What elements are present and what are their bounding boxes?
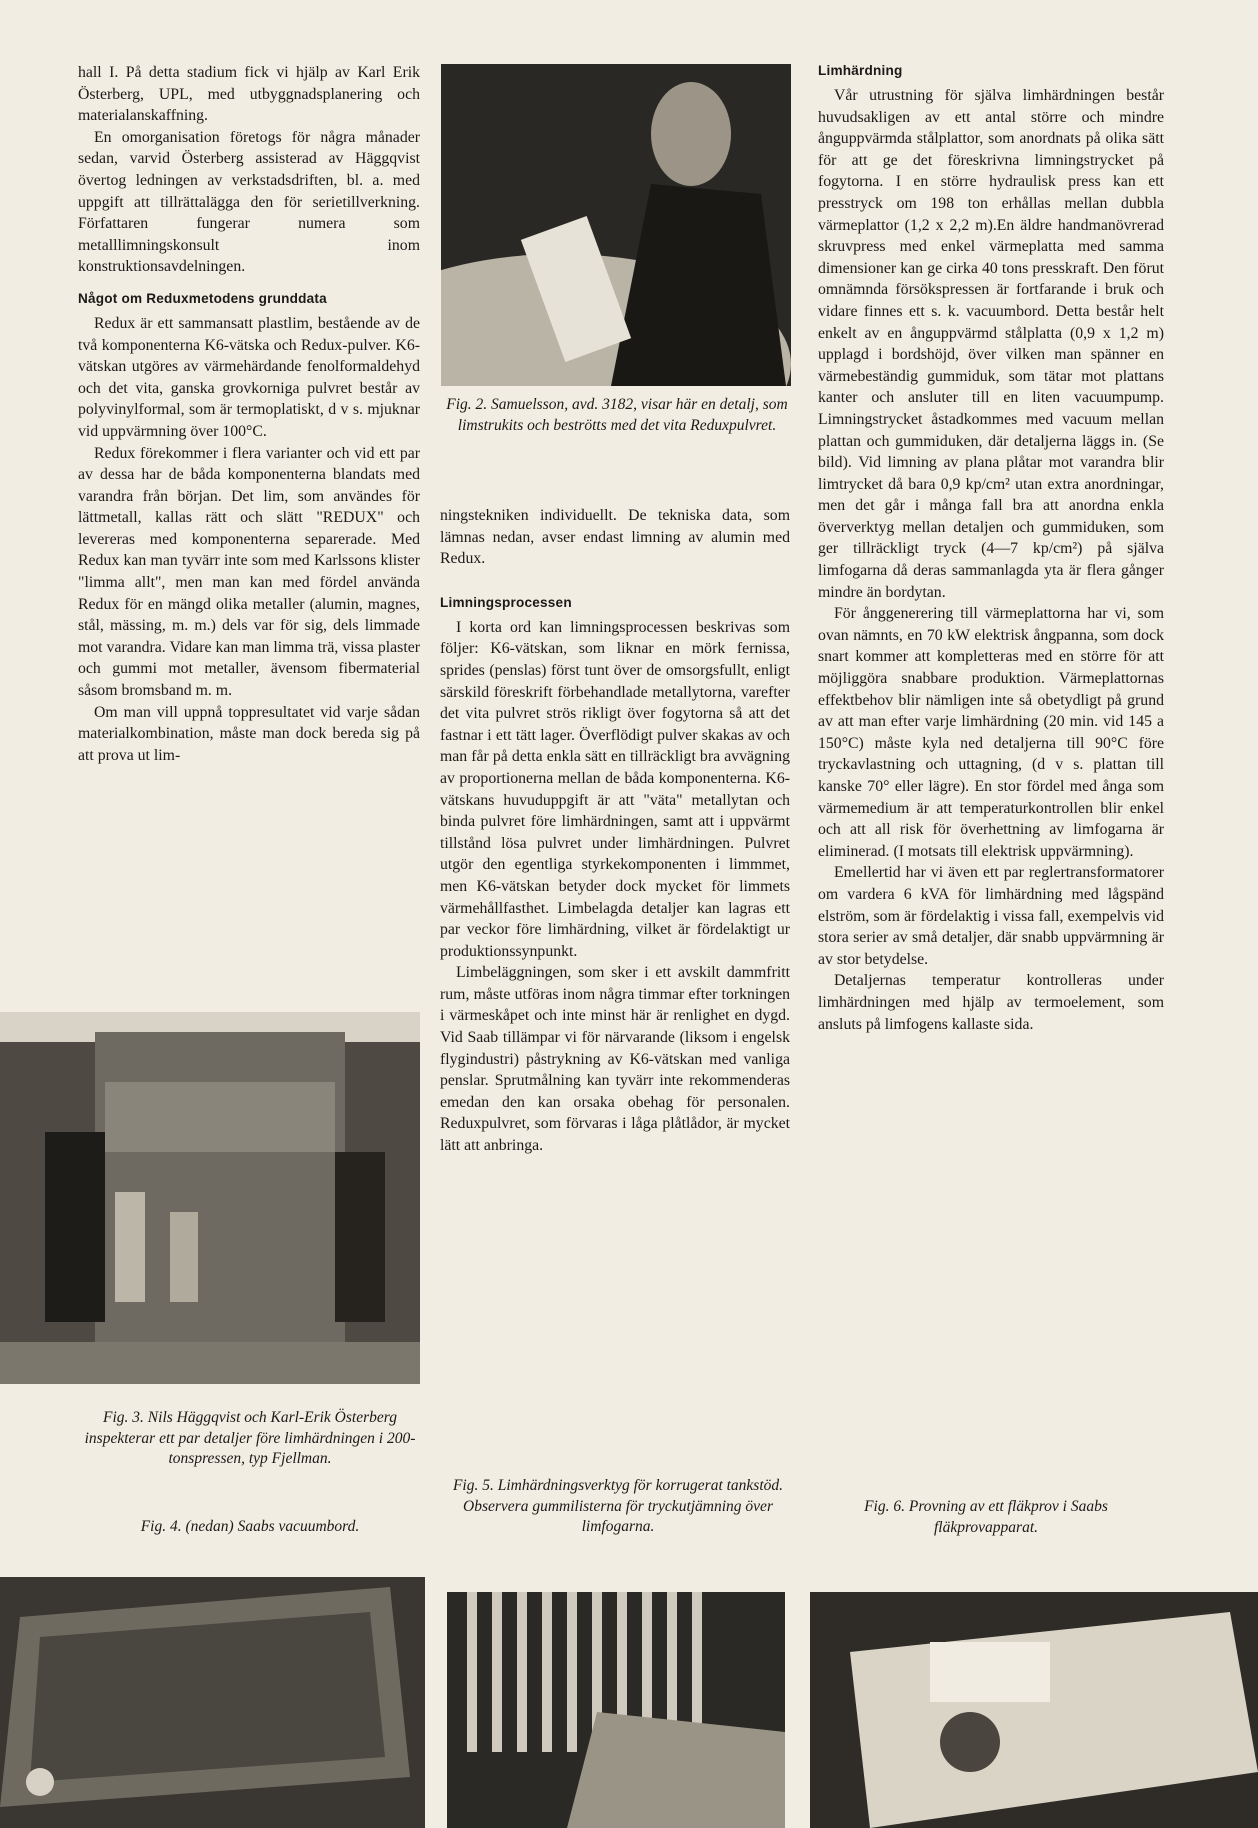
fig5-photo	[447, 1592, 785, 1828]
column-3	[818, 62, 1164, 1035]
col2-paragraph-1: ningstekniken individuellt. De tekniska data, som lämnas nedan, avser endast limning av alumin med Redux.	[440, 507, 790, 568]
col2-paragraph-3: Limbeläggningen, som sker i ett avskilt dammfritt rum, måste utföras inom några timmar efter torkningen i värmeskåpet och inte minst här är renlighet en dygd. Vid Saab tillämpar vi för närvarande (liksom i engelsk flygindustri) påstrykning av K6-vätskan med vanliga penslar. Sprutmålning kan tyvärr inte rekommenderas emedan den kan orsaka obehag för personalen. Reduxpulvret, som förvaras i låga plåtlådor, är mycket lätt att anbringa.	[440, 964, 790, 1155]
fig5-caption: Fig. 5. Limhärdningsverktyg för korrugerat tankstöd. Observera gummilisterna för tryckutjämning över limfogarna.	[452, 1477, 784, 1535]
fig3-caption: Fig. 3. Nils Häggqvist och Karl-Erik Österberg inspekterar ett par detaljer före limhärdningen i 200-tonspressen, typ Fjellman.	[84, 1409, 416, 1467]
col1-paragraph-4: Redux förekommer i flera varianter och vid ett par av dessa har de båda komponenterna blandats med varandra från början. Det lim, som användes för lättmetall, kallas rätt och slätt "REDUX" och levereras med komponenterna separerade. Med Redux kan man tyvärr inte som med Karlssons klister "limma allt", men man kan med fördel använda Redux för en mängd olika metaller (alumin, magnes, stål, mässing, m. m.) dels var för sig, dels limmade mot varandra. Vidare kan man limma trä, vissa plaster och gummi mot metaller, ävensom fibermaterial såsom bromsband m. m.	[78, 444, 420, 700]
col1-paragraph-3: Redux är ett sammansatt plastlim, bestående av de två komponenterna K6-vätska och Redux-pulver. K6-vätskan utgöres av värmehärdande fenolformaldehyd och det vita, ganska grovkorniga pulvret består av polyvinylformal, som är termoplatiskt, d v s. mjuknar vid uppvärmning över 100°C.	[78, 314, 420, 440]
col1-paragraph-2: En omorganisation företogs för några månader sedan, varvid Österberg assisterad av Häggqvist övertog ledningen av verkstadsdriften, bl. a. med uppgift att tillrättalägga den för serietillverkning. Författaren fungerar numera som metalllimningskonsult inom konstruktionsavdelningen.	[78, 128, 420, 276]
col3-heading: Limhärdning	[818, 63, 903, 78]
column-1	[78, 62, 420, 766]
col3-paragraph-3: Emellertid har vi även ett par reglertransformatorer om vardera 6 kVA för limhärdning med lågspänd elström, som är fördelaktig i vissa fall, exempelvis vid stora serier av små detaljer, där snabb uppvärmning är av stor betydelse.	[818, 864, 1164, 968]
col2-paragraph-2: I korta ord kan limningsprocessen beskrivas som följer: K6-vätskan, som liknar en mörk fernissa, sprides (penslas) först tunt över de omsorgsfullt, enligt särskild föreskrift förbehandlade metallytorna, varefter det vita pulvret strös rikligt över fogytorna så att det fastnar i ett tätt lager. Överflödigt pulver skakas av och man får på detta enkla sätt en tillräckligt bra avvägning av proportionerna mellan de båda komponenterna. K6-vätskans huvuduppgift är att "väta" metallytan och binda pulvret före limhärdningen, samt att i uppvärmt tillstånd lösa pulvret under limhärdningen. Pulvret utgör den egentliga styrkekomponenten i limmmet, men K6-vätskan betyder dock mycket för limmets värmehållfasthet. Limbelagda detaljer kan lagras ett par veckor före limhärdning, vilket är fördelaktigt ur produktionssynpunkt.	[440, 618, 790, 960]
col1-heading: Något om Reduxmetodens grunddata	[78, 290, 327, 306]
fig2-caption: Fig. 2. Samuelsson, avd. 3182, visar här en detalj, som limstrukits och beströtts med det vita Reduxpulvret.	[446, 396, 788, 434]
fig2-photo	[441, 64, 791, 386]
col3-paragraph-1: Vår utrustning för själva limhärdningen består huvudsakligen av ett antal större och mindre ånguppvärmda stålplattor, som anordnats på olika sätt för att ge det föreskrivna limningstrycket på fogytorna. I en större hydraulisk press kan ett presstryck om 198 ton erhållas mellan dubbla värmeplattor (1,2 x 2,2 m).En äldre handmanövrerad skruvpress med enkel värmeplatta med samma dimensioner kan ge cirka 40 tons presskraft. Den förut omnämnda försökspressen är fortfarande i bruk och vidare finnes ett s. k. vacuumbord. Detta består helt enkelt av en ånguppvärmd stålplatta (0,9 x 1,2 m) upplagd i bordshöjd, över vilken man spänner en värmebeständig gummiduk, som tätar mot plattans kanter och ansluter till en liten vacuumpump. Limningstrycket åstadkommes med vacuum mellan plattan och gummiduken, där detaljerna läggs in. (Se bild). Vid limning av plana plåtar mot varandra blir limtrycket då bara 0,9 kp/cm² utan extra anordningar, men det går i många fall bra att anordna enkla öververktyg mellan detaljen och gummiduken, som ger tillräckligt tryck (4—7 kp/cm²) på själva limfogarna då deras sammanlagda yta är flera gånger mindre än bordytan.	[818, 87, 1164, 601]
fig6-caption: Fig. 6. Provning av ett fläkprov i Saabs fläkprovapparat.	[864, 1498, 1108, 1536]
col1-paragraph-5: Om man vill uppnå toppresultatet vid varje sådan materialkombination, måste man dock bereda sig på att prova ut lim-	[78, 703, 420, 764]
fig3-photo	[0, 1012, 420, 1384]
column-2	[440, 505, 790, 1157]
fig4-photo	[0, 1577, 425, 1828]
col2-heading: Limningsprocessen	[440, 594, 572, 610]
fig4-caption: Fig. 4. (nedan) Saabs vacuumbord.	[140, 1518, 360, 1535]
fig6-photo	[810, 1592, 1258, 1828]
col3-paragraph-2: För ånggenerering till värmeplattorna har vi, som ovan nämnts, en 70 kW elektrisk ångpanna, som dock snart kommer att kompletteras med en större för att möjliggöra snabbare produktion. Värmeplattornas effektbehov blir nämligen inte så obetydligt på grund av att man efter varje limhärdning (20 min. vid 145 a 150°C) måste kyla ned detaljerna till 90°C före tryckavlastning och uttagning, (d v s. plattan till kanske 70° eller lägre). En stor fördel med ånga som värmemedium är att temperaturkontrollen blir enkel och att all risk för överhettning av limfogarna är eliminerad. (I motsats till elektrisk uppvärmning).	[818, 605, 1164, 860]
col1-paragraph-1: hall I. På detta stadium fick vi hjälp av Karl Erik Österberg, UPL, med utbyggnadsplanering och materialanskaffning.	[78, 64, 420, 125]
col3-paragraph-4: Detaljernas temperatur kontrolleras under limhärdningen med hjälp av termoelement, som ansluts på limfogens kallaste sida.	[818, 972, 1164, 1033]
